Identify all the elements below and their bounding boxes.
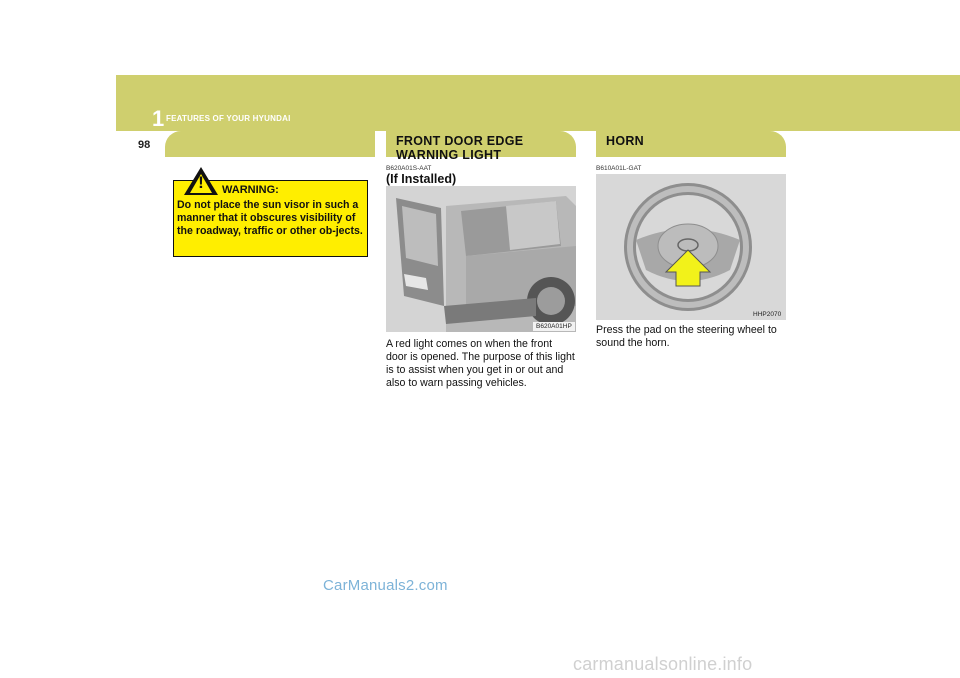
exclamation-icon: ! — [198, 173, 204, 192]
steering-wheel-illustration — [596, 174, 786, 320]
horn-body: Press the pad on the steering wheel to sound the horn. — [596, 324, 777, 349]
door-light-title-line2: WARNING LIGHT — [396, 148, 502, 162]
warning-heading: WARNING: — [222, 184, 279, 196]
center-watermark[interactable]: CarManuals2.com — [323, 577, 448, 594]
door-light-title — [396, 134, 523, 162]
horn-photo-label: HHP2070 — [753, 311, 782, 318]
horn-title: HORN — [606, 134, 645, 148]
page-number: 98 — [138, 139, 151, 151]
horn-photo — [596, 174, 786, 320]
door-light-subhead: (If Installed) — [386, 172, 457, 186]
door-light-code: B620A01S-AAT — [386, 165, 432, 172]
chapter-number: 1 — [152, 106, 165, 131]
chapter-title: FEATURES OF YOUR HYUNDAI — [166, 114, 291, 123]
footer-watermark[interactable]: carmanualsonline.info — [573, 654, 753, 674]
door-light-body: A red light comes on when the front door is opened. The purpose of this light is to assist when you get in or out and also to warn passing vehicles. — [386, 338, 575, 389]
left-column-tab — [165, 131, 375, 157]
warning-text: Do not place the sun visor in such a manner that it obscures visibility of the roadway, traffic or other ob-jects. — [177, 199, 363, 237]
door-light-title-line1: FRONT DOOR EDGE — [396, 134, 524, 148]
car-door-illustration — [386, 186, 576, 332]
door-photo — [386, 186, 576, 332]
horn-code: B610A01L-GAT — [596, 165, 642, 172]
door-photo-label: B620A01HP — [533, 322, 575, 331]
